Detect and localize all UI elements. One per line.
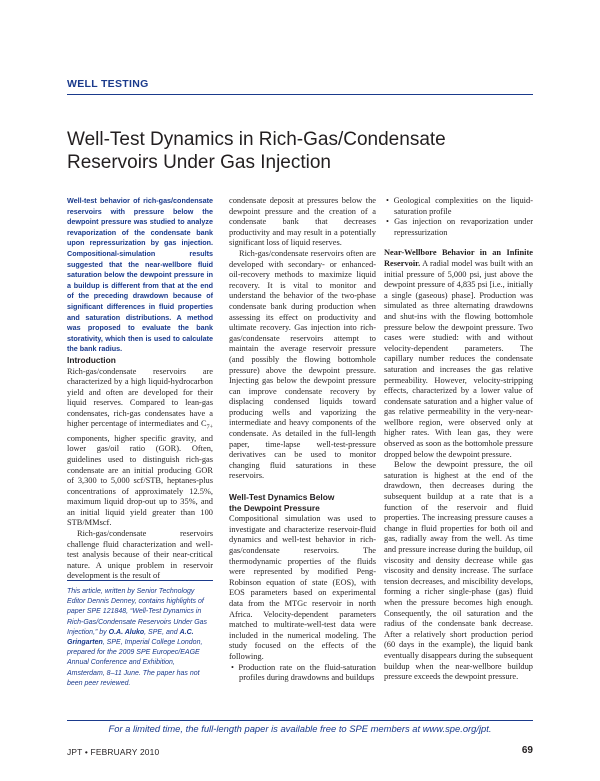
body-paragraph: condensate deposit at pressures below the dewpoint pressure and the creation of a condensate bank that decreases productivity and may result in a potentially significant loss of liquid reserves. xyxy=(229,196,376,248)
body-paragraph: Rich-gas/condensate reservoirs often are developed with secondary- or enhanced-oil-recovery methods to maximize liquid recovery. It is vital to monitor and understand the behavior of the two-phase condensate bank during production when assessing its effect on productivity and ultimate recovery. Gas injection into rich-gas/condensate reservoirs attempt to maintain the average reservoir pressure (and possibly the flowing bottomhole pressure) above the dewpoint pressure. Injecting gas below the dewpoint pressure can improve condensate recovery by displacing condensed liquids toward producing wells and vaporizing the intermediate and heavy components of the condensate. As detailed in the full-length paper, time-lapse well-test-pressure derivatives can be used to monitor changing fluid saturations in these reservoirs. xyxy=(229,248,376,481)
body-paragraph: Near-Wellbore Behavior in an Infinite Reservoir. A radial model was built with an initial pressure of 5,000 psi, just above the dewpoint pressure of 4,835 psi [i.e., initially a single (gaseous) phase]. Production was simulated as three alternating drawdowns and shut-ins with the flowing bottomhole pressure below the dewpoint pressure. Two cases were studied: with and without velocity-dependent parameters. The capillary number reduces the condensate saturation and increases the gas relative permeability. However, velocity-stripping effects, characterized by a lower value of condensate saturation and a higher value of gas relative permeability in the very-near-wellbore region, were observed only at higher rates. With lean gas, they were observed as soon as the bottomhole pressure dropped below the dewpoint pressure. xyxy=(384,248,533,459)
abstract: Well-test behavior of rich-gas/condensate reservoirs with pressure below the dewpoint pressure was studied to analyze revaporization of the condensate bank upon repressurization by gas injection. Compositional-simulation results suggested that the near-wellbore fluid saturation below the dewpoint pressure in a buildup is different from that at the end of the preceding drawdown because of significant differences in fluid properties and saturation distributions. A method was proposed to evaluate the bank storativity, which then is used to calculate the bank radius. xyxy=(67,196,213,354)
column-2 xyxy=(229,196,376,684)
article-credit-box: This article, written by Senior Technology Editor Dennis Denney, contains highlights of paper SPE 121848, “Well-Test Dynamics in Rich-Gas/Condensate Reservoirs Under Gas Injection,” by O.A. Aluko, SPE, and A.C. Gringarten, SPE, Imperial College London, prepared for the 2009 SPE Europec/EAGE Annual Conference and Exhibition, Amsterdam, 8–11 June. The paper has not been peer reviewed. xyxy=(67,580,213,689)
article-title xyxy=(67,128,547,174)
journal-date: JPT • FEBRUARY 2010 xyxy=(67,747,160,757)
author-1: O.A. Aluko xyxy=(108,628,145,636)
author-2: A.C. Gringarten xyxy=(67,628,194,647)
body-paragraph: Below the dewpoint pressure, the oil saturation is highest at the end of the drawdown, then decreases during the subsequent buildup at a rate that is a function of the reservoir and fluid properties. The increasing pressure causes a change in fluid properties for both oil and gas, radially away from the well. As time and pressure increase during the buildup, oil viscosity and density decrease while gas viscosity and density increase. The surface tension decreases, and miscibility develops, forming a richer single-phase (gas) fluid when the pressure becomes high enough. Consequently, the oil saturation and the radius of the condensate bank decrease. After a relatively short production period (60 days in the example), the liquid bank eventually disappears during the subsequent buildup when the near-wellbore buildup pressure exceeds the dewpoint pressure. xyxy=(384,460,533,682)
bullet-item: • Gas injection on revaporization under repressurization xyxy=(386,217,533,237)
intro-heading: Introduction xyxy=(67,354,116,365)
intro-paragraph-1: Rich-gas/condensate reservoirs are characterized by a high liquid-hydrocarbon yield and often are developed for their liquid reserves. Compared to lean-gas condensates, rich-gas condensates have a higher percentage of intermediates and $C_{7+}$ components, higher specific gravity, and lower gas/oil ratio (GOR). Often, guidelines used to distinguish rich-gas condensate are an initial producing GOR of 3,300 to 5,000 scf/STB, heptanes-plus concentrations of approximately 12.5%, maximum liquid drop-out up to 35%, and an initial liquid yield greater than 100 STB/MMscf. xyxy=(67,366,213,528)
header-rule xyxy=(67,94,533,95)
bullet-item: • Production rate on the fluid-saturation profiles during drawdowns and buildups xyxy=(231,662,376,683)
footer-rule xyxy=(67,720,533,721)
column-3 xyxy=(384,196,533,683)
bullet-item: • Geological complexities on the liquid-saturation profile xyxy=(386,196,533,216)
dewpoint-heading: Well-Test Dynamics Below the Dewpoint Pressure xyxy=(229,492,335,513)
title-line-1: Well-Test Dynamics in Rich-Gas/Condensate xyxy=(67,129,446,150)
page-number: 69 xyxy=(521,745,533,756)
availability-note: For a limited time, the full-length paper is available free to SPE members at www.spe.org/jpt. xyxy=(108,723,492,734)
section-tag: WELL TESTING xyxy=(67,78,149,90)
intro-paragraph-2: Rich-gas/condensate reservoirs challenge fluid characterization and well-test analysis because of their near-critical nature. A unique problem in reservoir development is the result of xyxy=(67,529,213,581)
title-line-2: Reservoirs Under Gas Injection xyxy=(67,152,331,173)
column-1 xyxy=(67,196,213,582)
body-paragraph: Compositional simulation was used to investigate and characterize reservoir-fluid dynamics and well-test behavior in rich-gas/condensate reservoirs. The thermodynamic properties of the fluids were represented by modified Peng-Robinson equation of state (EOS), with EOS parameters based on experimental data from the MTGc reservoir in north Africa. Velocity-dependent parameters matched to multirate-well-test data were included in the numerical modeling. The study focused on the effects of the following. xyxy=(229,514,376,661)
run-in-heading: Near-Wellbore Behavior in an Infinite Reservoir. xyxy=(384,248,533,268)
